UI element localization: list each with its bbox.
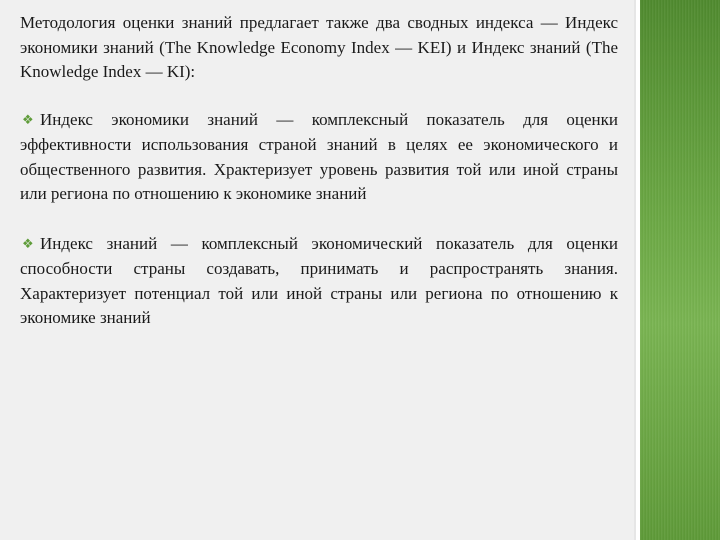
diamond-bullet-icon: ❖ [22, 236, 34, 252]
diamond-bullet-icon: ❖ [22, 112, 34, 128]
intro-paragraph: Методология оценки знаний предлагает также два сводных индекса — Индекс экономики знаний (The Knowledge Economy Index — KEI) и Индекс знаний (The Knowledge Index — KI): [20, 13, 618, 81]
green-decorative-band [640, 0, 720, 540]
list-item-knowledge-index [20, 232, 618, 331]
list-item-text: Индекс знаний — комплексный экономический показатель для оценки способности страны создавать, принимать и распространять знания. Характеризует потенциал той или иной страны или региона по отношению к экономике знаний [20, 233, 618, 327]
slide-text-block [20, 11, 618, 331]
panel-divider [634, 0, 636, 540]
list-item-knowledge-economy-index [20, 108, 618, 207]
list-item-text: Индекс экономики знаний — комплексный показатель для оценки эффективности использования страной знаний в целях ее экономического и общественного развития. Храктеризует уровень развития той или иной страны или региона по отношению к экономике знаний [20, 109, 618, 203]
